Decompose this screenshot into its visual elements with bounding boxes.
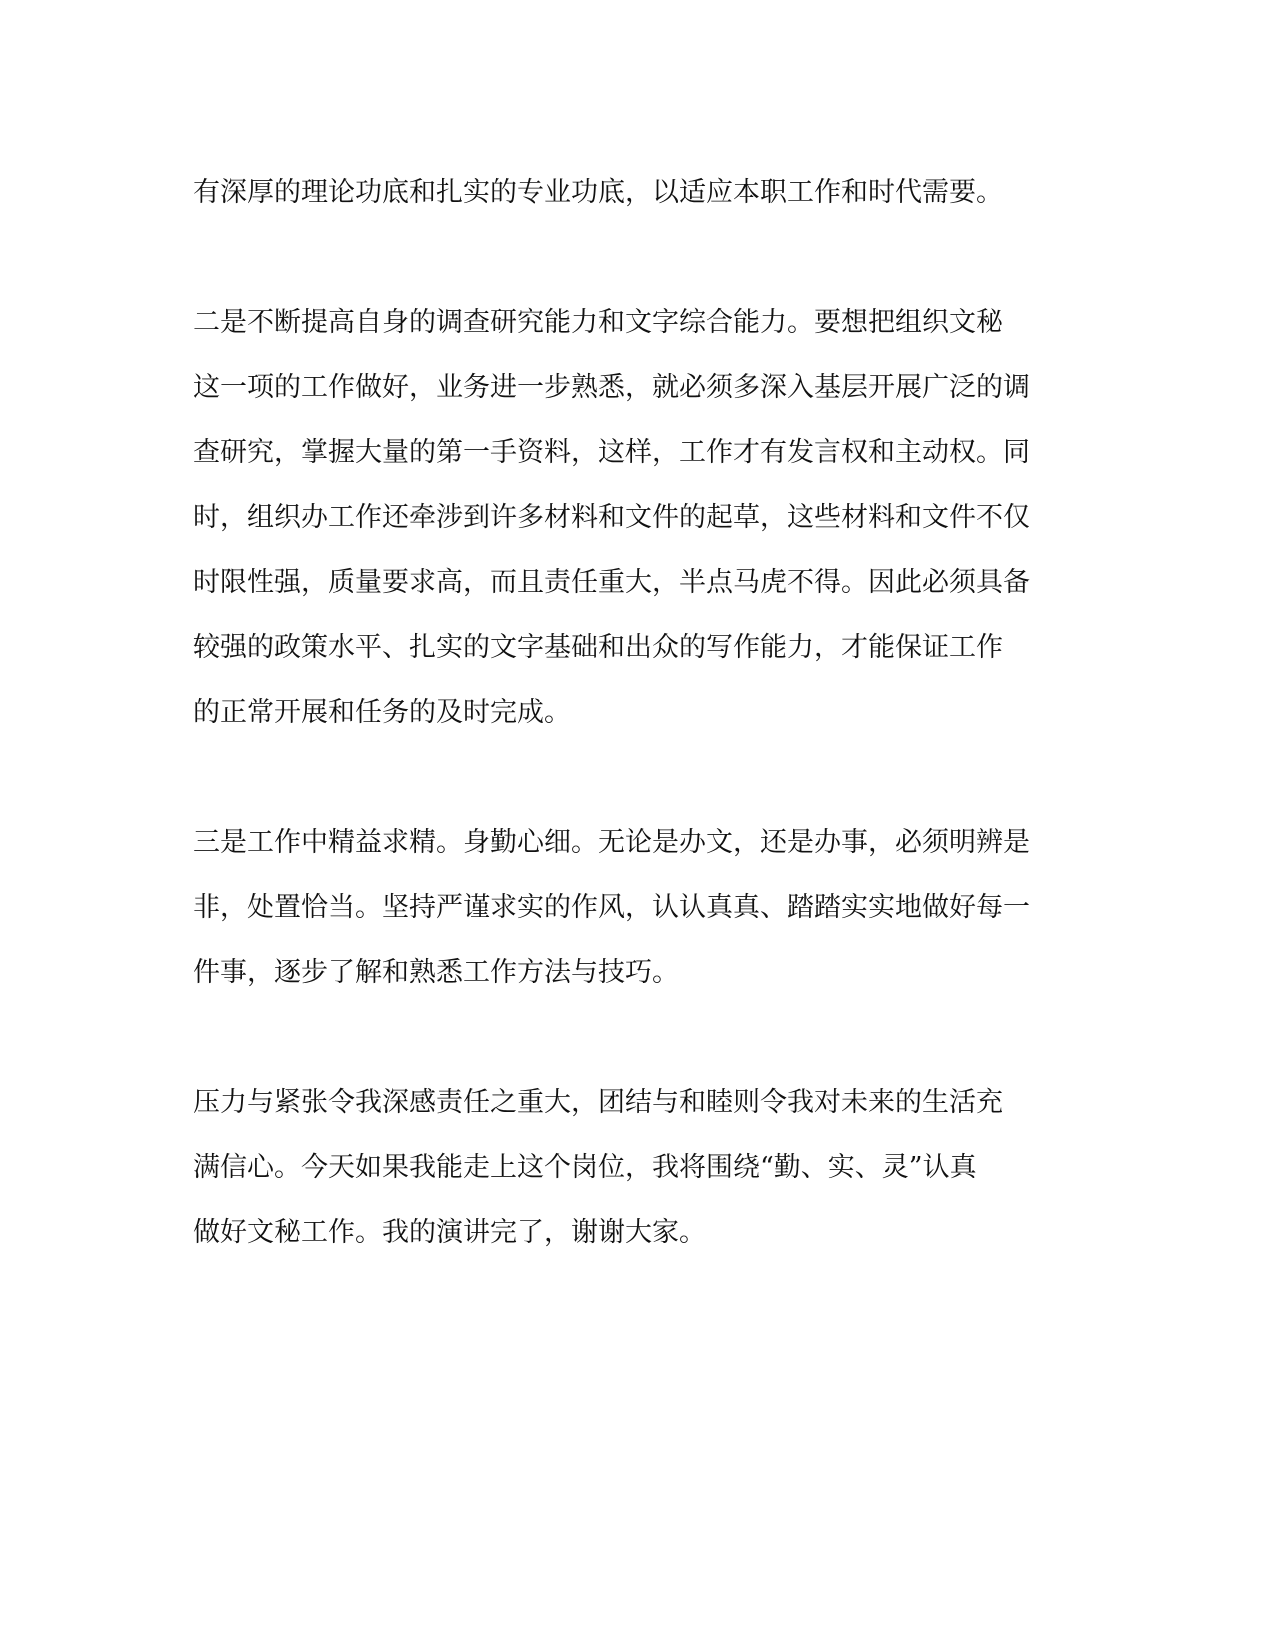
- text-line: 满信心。今天如果我能走上这个岗位，我将围绕“勤、实、灵”认真: [193, 1152, 977, 1183]
- paragraph: [193, 290, 1073, 745]
- paragraph: [193, 810, 1073, 1005]
- text-line: 这一项的工作做好，业务进一步熟悉，就必须多深入基层开展广泛的调: [193, 372, 1030, 403]
- text-line: 件事，逐步了解和熟悉工作方法与技巧。: [193, 957, 679, 988]
- paragraph: [193, 1070, 1073, 1265]
- text-line: 压力与紧张令我深感责任之重大，团结与和睦则令我对未来的生活充: [193, 1087, 1003, 1118]
- paragraph-spacer: [193, 1005, 1073, 1070]
- text-line: 三是工作中精益求精。身勤心细。无论是办文，还是办事，必须明辨是: [193, 827, 1030, 858]
- document-body: [193, 160, 1073, 1265]
- paragraph-spacer: [193, 745, 1073, 810]
- text-line: 二是不断提高自身的调查研究能力和文字综合能力。要想把组织文秘: [193, 307, 1003, 338]
- text-line: 的正常开展和任务的及时完成。: [193, 697, 571, 728]
- text-line: 时，组织办工作还牵涉到许多材料和文件的起草，这些材料和文件不仅: [193, 502, 1030, 533]
- text-line: 较强的政策水平、扎实的文字基础和出众的写作能力，才能保证工作: [193, 632, 1003, 663]
- text-line: 时限性强，质量要求高，而且责任重大，半点马虎不得。因此必须具备: [193, 567, 1030, 598]
- text-line: 有深厚的理论功底和扎实的专业功底，以适应本职工作和时代需要。: [193, 177, 1003, 208]
- text-line: 做好文秘工作。我的演讲完了，谢谢大家。: [193, 1217, 706, 1248]
- paragraph: [193, 160, 1073, 225]
- text-line: 查研究，掌握大量的第一手资料，这样，工作才有发言权和主动权。同: [193, 437, 1030, 468]
- text-line: 非，处置恰当。坚持严谨求实的作风，认认真真、踏踏实实地做好每一: [193, 892, 1030, 923]
- paragraph-spacer: [193, 225, 1073, 290]
